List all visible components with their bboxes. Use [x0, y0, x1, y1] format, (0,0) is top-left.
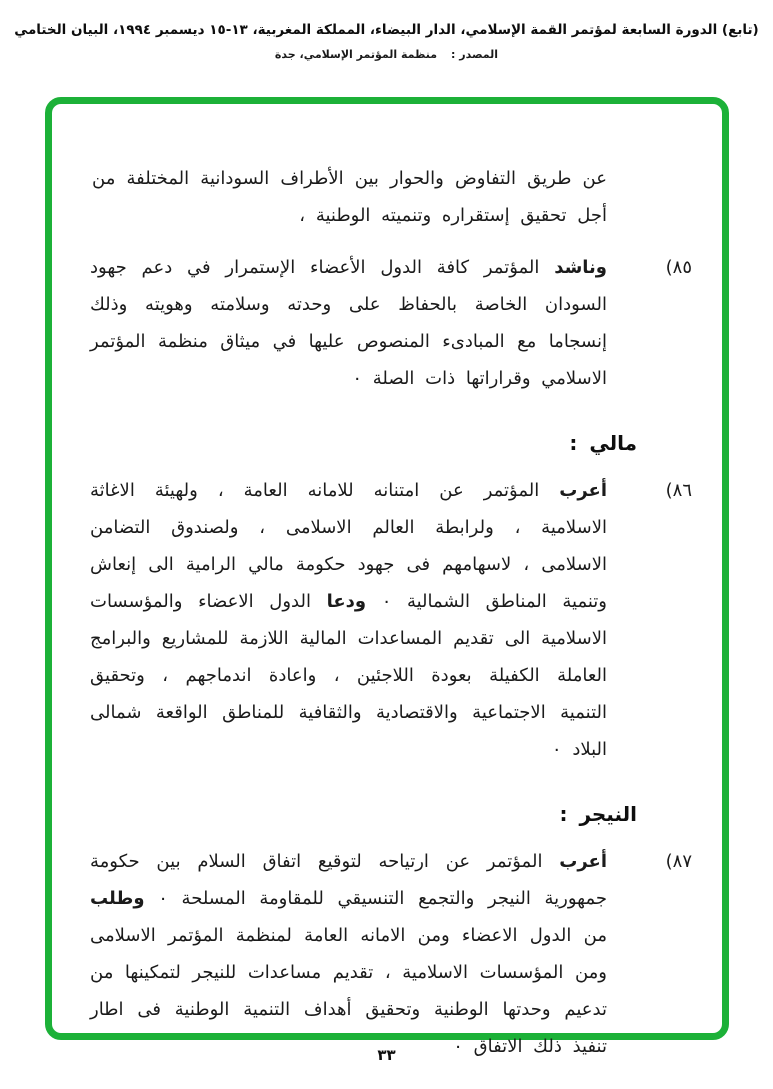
document-body — [52, 104, 722, 1065]
paragraph-sudan-continuation: عن طريق التفاوض والحوار بين الأطراف السودانية المختلفة من أجل تحقيق إستقراره وتنميته الوطنية ، — [92, 168, 607, 226]
paragraph-86 — [90, 472, 692, 768]
paragraph-85 — [90, 249, 692, 397]
document-source — [0, 48, 773, 61]
section-heading-mali: مالي : — [569, 431, 637, 455]
paragraph-86-lead-word: أعرب — [559, 480, 607, 501]
section-heading-niger: النيجر : — [559, 802, 637, 826]
paragraph-87-lead-word-2: وطلب — [90, 888, 145, 909]
paragraph-86-number: ٨٦) — [665, 480, 692, 501]
paragraph-87-text-2: من الدول الاعضاء ومن الامانه العامة لمنظمة المؤتمر الاسلامى ومن المؤسسات الاسلامية ، تقديم مساعدات للنيجر لتمكينها من تدعيم وحدتها الوطنية وتحقيق أهداف التنمية الوطنية فى اطار تنفيذ ذلك الاتفاق ٠ — [90, 925, 607, 1057]
source-label: المصدر : — [451, 48, 499, 61]
paragraph-85-lead-word: وناشد — [554, 257, 607, 278]
paragraph-87 — [90, 843, 692, 1065]
paragraph-86-lead-word-2: ودعا — [326, 591, 367, 612]
paragraph-87-text-1: المؤتمر عن ارتياحه لتوقيع اتفاق السلام بين حكومة جمهورية النيجر والتجمع التنسيقي للمقاومة المسلحة ٠ — [90, 851, 607, 909]
paragraph-87-number: ٨٧) — [665, 851, 692, 872]
paragraph-87-lead-word: أعرب — [559, 851, 607, 872]
paragraph-85-number: ٨٥) — [665, 257, 692, 278]
document-title: (تابع) الدورة السابعة لمؤتمر القمة الإسلامي، الدار البيضاء، المملكة المغربية، ١٣-١٥ ديسمبر ١٩٩٤، البيان الختامي — [14, 22, 759, 38]
document-header — [0, 0, 773, 61]
paragraph-86-text-1: المؤتمر عن امتنانه للامانه العامة ، ولهيئة الاغاثة الاسلامية ، ولرابطة العالم الاسلامى ، ولصندوق التضامن الاسلامى ، لاسهامهم فى جهود حكومة مالي الرامية الى إنعاش وتنمية المناطق الشمالية ٠ — [90, 480, 607, 612]
paragraph-86-text-2: الدول الاعضاء والمؤسسات الاسلامية الى تقديم المساعدات المالية اللازمة للمشاريع والبرامج العاملة الكفيلة بعودة اللاجئين ، واعادة اندماجهم ، وتحقيق التنمية الاجتماعية والاقتصادية والثقافية للمناطق الواقعة شمالى البلاد ٠ — [90, 591, 607, 760]
page-number: ٣٣ — [377, 1046, 396, 1064]
source-value: منظمة المؤتمر الإسلامي، جدة — [274, 48, 438, 61]
paragraph-85-text: المؤتمر كافة الدول الأعضاء الإستمرار في دعم جهود السودان الخاصة بالحفاظ على وحدته وسلامته وهويته وذلك إنسجاما مع المبادىء المنصوص عليها في ميثاق منظمة المؤتمر الاسلامي وقراراتها ذات الصلة ٠ — [90, 257, 607, 389]
